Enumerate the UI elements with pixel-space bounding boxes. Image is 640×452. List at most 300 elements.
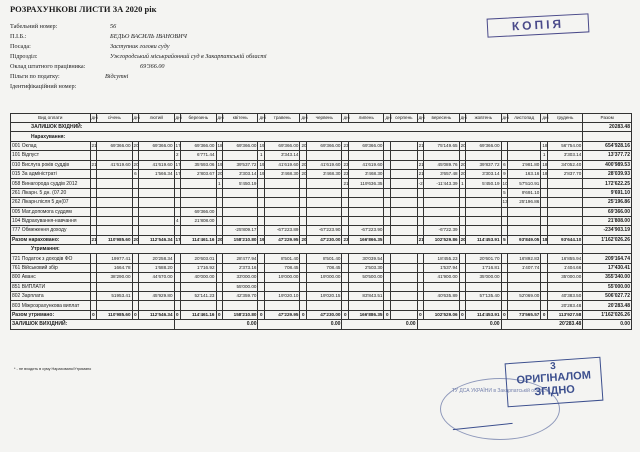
column-header-days: дні [132,114,139,123]
days-cell [342,226,349,235]
accrual-row [11,179,632,188]
amount-cell: 69'366.00 [97,141,132,150]
amount-cell [391,273,418,282]
days-cell [174,282,181,291]
days-cell [384,141,391,150]
amount-cell [181,198,216,207]
amount-cell: 708.45 [265,263,300,272]
row-name: 058 Винагорода суддів 2012 [11,179,91,188]
amount-cell: 3'303.14 [223,169,258,178]
amount-cell [181,301,216,310]
column-header-days: дні [501,114,508,123]
amount-cell [547,282,582,291]
amount-cell [97,151,132,160]
days-cell: 0 [258,310,265,319]
days-cell [258,282,265,291]
days-cell [216,282,223,291]
days-cell [459,254,466,263]
days-cell [90,179,97,188]
days-cell [342,216,349,225]
days-cell [258,301,265,310]
amount-cell: 1'981.80 [508,160,541,169]
column-header-month: травень [265,114,300,123]
days-cell: 0 [417,310,424,319]
days-cell [501,292,508,301]
closing-value: 0.00 [258,320,342,329]
amount-cell [508,226,541,235]
days-cell [417,263,424,272]
days-cell: 21 [90,235,97,244]
days-cell: 0 [541,310,548,319]
amount-cell [139,282,174,291]
amount-cell: 40'383.50 [547,292,582,301]
amount-cell [391,216,418,225]
amount-cell: 83'843.51 [349,292,384,301]
amount-cell: 47'229.95 [265,235,300,244]
days-cell [258,292,265,301]
amount-cell [466,207,501,216]
amount-cell: 69'366.00 [307,141,342,150]
amount-cell [223,188,258,197]
amount-cell: 3'657.48 [424,169,459,178]
days-cell: 21 [417,141,424,150]
field-position: Посада: Заступник голови суду [10,43,170,50]
days-cell [216,263,223,272]
days-cell [300,198,307,207]
days-cell [384,179,391,188]
amount-cell [97,226,132,235]
row-total: 17'430.41 [583,263,632,272]
accruals-section-row [11,132,632,141]
amount-cell: 20'283.48 [547,301,582,310]
days-cell: 0 [342,310,349,319]
days-cell [417,273,424,282]
amount-cell [307,216,342,225]
days-cell [541,188,548,197]
row-total: 1'162'026.26 [583,235,632,244]
days-cell [258,254,265,263]
days-cell [417,282,424,291]
days-cell: 18 [541,141,548,150]
amount-cell: 110'985.60 [97,310,132,319]
amount-cell [139,216,174,225]
amount-cell [424,198,459,207]
original-conformity-stamp: 3 ОРИГІНАЛОМ ЗГІДНО [505,357,604,408]
amount-cell: 18'455.23 [424,254,459,263]
amount-cell: 57'135.40 [466,292,501,301]
days-cell: 19 [258,141,265,150]
row-name: 803 Міжрозрахункова виплат [11,301,91,310]
amount-cell: 19'000.00 [307,273,342,282]
days-cell [132,151,139,160]
days-cell [258,188,265,197]
days-cell [459,273,466,282]
days-cell: 20 [459,141,466,150]
days-cell [216,207,223,216]
days-cell [541,179,548,188]
days-cell [174,188,181,197]
amount-cell [97,188,132,197]
days-cell [342,207,349,216]
days-cell: 18 [541,160,548,169]
payroll-table [10,113,632,330]
amount-cell [139,151,174,160]
days-cell: 19 [258,160,265,169]
days-cell [459,151,466,160]
days-cell: -2 [417,179,424,188]
days-cell: 0 [216,310,223,319]
amount-cell: 3'468.30 [307,169,342,178]
row-name: 262 Лікарн.після 5 дн(07 [11,198,91,207]
amount-cell: 21'808.00 [181,216,216,225]
row-total: 654'928.16 [583,141,632,150]
days-cell [384,292,391,301]
amount-cell: 110'985.60 [97,235,132,244]
days-cell [384,282,391,291]
column-header-month: жовтень [466,114,501,123]
amount-cell: 1'688.20 [139,263,174,272]
row-total: 13'377.72 [583,151,632,160]
amount-cell [223,207,258,216]
row-total: 25'196.86 [583,198,632,207]
column-header-month: березень [181,114,216,123]
amount-cell [139,207,174,216]
amount-cell: 75'149.65 [424,141,459,150]
field-tax-id: Ідентифікаційний номер: [10,83,77,90]
days-cell [132,254,139,263]
days-cell [501,216,508,225]
days-cell [541,198,548,207]
amount-cell: 34'052.40 [547,160,582,169]
amount-cell [349,188,384,197]
days-cell [300,207,307,216]
amount-cell [391,198,418,207]
amount-cell [391,235,418,244]
days-cell [300,226,307,235]
amount-cell: 69'366.00 [181,207,216,216]
days-cell [90,216,97,225]
amount-cell [139,226,174,235]
amount-cell [391,310,418,319]
days-cell: 0 [174,310,181,319]
amount-cell: 1'716.81 [466,263,501,272]
days-cell [300,273,307,282]
amount-cell: 40'000.00 [181,273,216,282]
days-cell [417,292,424,301]
days-cell: 13 [501,198,508,207]
row-name: 001 Оклад [11,141,91,150]
days-cell: 9 [501,169,508,178]
amount-cell [265,216,300,225]
amount-cell [223,198,258,207]
amount-cell [97,216,132,225]
days-cell [417,198,424,207]
amount-cell [97,282,132,291]
amount-cell [391,254,418,263]
days-cell [541,254,548,263]
amount-cell: 41'619.60 [97,160,132,169]
days-cell [342,301,349,310]
amount-cell [391,301,418,310]
days-cell: 17 [174,169,181,178]
amount-cell: 35'000.00 [547,273,582,282]
days-cell [174,254,181,263]
amount-cell: -67'223.90 [307,226,342,235]
amount-cell [181,282,216,291]
days-cell [132,198,139,207]
days-cell [342,273,349,282]
amount-cell [307,179,342,188]
amount-cell: 47'230.00 [307,310,342,319]
amount-cell: 114'461.16 [181,310,216,319]
days-cell [90,292,97,301]
amount-cell [508,151,541,160]
amount-cell: 1'404.66 [547,263,582,272]
days-cell [501,207,508,216]
column-header-days: дні [216,114,223,123]
days-cell [541,207,548,216]
days-cell: 6 [501,160,508,169]
amount-cell [97,169,132,178]
days-cell [342,151,349,160]
days-cell [459,263,466,272]
column-header-month: січень [97,114,132,123]
amount-cell: 41'619.60 [139,160,174,169]
amount-cell [307,188,342,197]
row-name: 851 ВИПЛАТИ [11,282,91,291]
amount-cell: 8'501.40 [265,254,300,263]
column-header-month: вересень [424,114,459,123]
days-cell [342,292,349,301]
days-cell [384,273,391,282]
amount-cell [466,301,501,310]
amount-cell: 41'619.60 [265,160,300,169]
days-cell [459,216,466,225]
accrual-row [11,198,632,207]
amount-cell: 51953.41 [97,292,132,301]
column-header-month: серпень [391,114,418,123]
amount-cell: 158'210.80 [223,310,258,319]
days-cell [541,282,548,291]
amount-cell [424,301,459,310]
amount-cell [391,160,418,169]
column-header-month: лютий [139,114,174,123]
column-header-month: грудень [547,114,582,123]
days-cell [459,226,466,235]
amount-cell: 1664.78 [97,263,132,272]
amount-cell: 2'373.16 [223,263,258,272]
days-cell [342,282,349,291]
days-cell: 20 [300,235,307,244]
days-cell: 5 [501,235,508,244]
row-total: 9'691.10 [583,188,632,197]
amount-cell: 35'000.00 [466,273,501,282]
closing-value: 0.00 [174,320,258,329]
document-title: РОЗРАХУНКОВІ ЛИСТИ ЗА 2020 рік [10,4,157,14]
field-salary: Оклад штатного працівника: 69'366.00 [10,63,165,70]
amount-cell: -25'809.17 [223,226,258,235]
row-total: 209'164.74 [583,254,632,263]
days-cell [90,198,97,207]
amount-cell: 3'303.14 [466,169,501,178]
amount-cell [265,282,300,291]
amount-cell [265,188,300,197]
amount-cell [307,301,342,310]
days-cell [300,282,307,291]
days-cell [417,301,424,310]
days-cell [174,301,181,310]
amount-cell [508,301,541,310]
days-cell: 18 [216,141,223,150]
days-cell [300,254,307,263]
days-cell [417,188,424,197]
row-name: 777 Обмеження доходу [11,226,91,235]
days-cell [342,188,349,197]
opening-balance-row-value: 20283.48 [583,123,632,132]
amount-cell: 5'450.19 [466,179,501,188]
days-cell [258,226,265,235]
footnote: * - не входить в суму Нараховано/Утримано [14,367,92,371]
amount-cell: 20'258.34 [139,254,174,263]
column-header-month: липень [349,114,384,123]
column-header-name: Вид оплати [11,114,91,123]
amount-cell: 52'141.23 [181,292,216,301]
amount-cell [508,273,541,282]
row-name: 005 Мат.допомога суддям [11,207,91,216]
amount-cell [307,282,342,291]
amount-cell: 56'754.00 [547,141,582,150]
amount-cell [391,263,418,272]
amount-cell: 102'529.06 [424,310,459,319]
column-header-days: дні [417,114,424,123]
amount-cell: 45'089.76 [424,160,459,169]
days-cell [459,188,466,197]
days-cell [90,263,97,272]
days-cell [541,273,548,282]
days-cell [132,301,139,310]
days-cell [501,141,508,150]
amount-cell: 2'803.67 [181,169,216,178]
opening-balance-row [11,123,632,132]
row-total: 20'283.48 [583,301,632,310]
field-department: Підрозділ: Ужгородський міськрайонний суд в Закарпатській області [10,53,267,60]
column-header-month: листопад [508,114,541,123]
amount-cell [466,282,501,291]
days-cell [132,292,139,301]
days-cell [417,151,424,160]
days-cell: 20 [132,235,139,244]
days-cell: 2 [174,151,181,160]
amount-cell: 73'565.57 [508,310,541,319]
days-cell [384,263,391,272]
row-name: 802 Зарплата [11,292,91,301]
column-header-days: дні [174,114,181,123]
days-cell: 18 [541,235,548,244]
row-name: Разом нараховано: [11,235,91,244]
amount-cell [391,282,418,291]
amount-cell: 19'000.00 [265,273,300,282]
amount-cell [307,198,342,207]
days-cell: 19 [216,160,223,169]
days-cell [501,282,508,291]
amount-cell: 44'670.00 [139,273,174,282]
amount-cell [547,226,582,235]
amount-cell: 35'693.06 [181,160,216,169]
amount-cell [223,216,258,225]
days-cell [258,207,265,216]
amount-cell: -67'223.89 [265,226,300,235]
days-cell [174,273,181,282]
days-cell [90,226,97,235]
days-cell: 17 [174,141,181,150]
amount-cell: 112'546.34 [139,310,174,319]
amount-cell [391,151,418,160]
amount-cell [547,179,582,188]
days-cell [90,207,97,216]
days-cell [258,263,265,272]
accrual-row [11,216,632,225]
amount-cell: 39'537.72 [223,160,258,169]
copy-stamp: КОПІЯ [487,13,590,37]
days-cell [300,301,307,310]
days-cell: 23 [342,141,349,150]
amount-cell: -6'722.39 [424,226,459,235]
days-cell [501,254,508,263]
amount-cell [391,188,418,197]
days-cell [501,301,508,310]
days-cell: 19 [258,169,265,178]
days-cell: 0 [384,310,391,319]
amount-cell: 20'603.01 [181,254,216,263]
deductions-total-row [11,310,632,319]
opening-balance-row-label: ЗАЛИШОК ВХІДНИЙ: [11,123,583,132]
days-cell [132,188,139,197]
days-cell: 20 [132,141,139,150]
days-cell [384,151,391,160]
amount-cell: -11'443.39 [424,179,459,188]
days-cell [459,207,466,216]
amount-cell [424,207,459,216]
days-cell [300,188,307,197]
row-name: 104 Відрахування-навчання [11,216,91,225]
days-cell: 23 [342,235,349,244]
days-cell [90,188,97,197]
days-cell [459,282,466,291]
amount-cell [265,301,300,310]
days-cell: 21 [417,169,424,178]
days-cell [384,226,391,235]
days-cell: 19 [258,235,265,244]
row-total: -234'903.19 [583,226,632,235]
amount-cell: 19'020.15 [307,292,342,301]
amount-cell [97,301,132,310]
amount-cell [424,151,459,160]
days-cell [384,198,391,207]
days-cell [216,301,223,310]
days-cell [417,216,424,225]
amount-cell: 57'510.91 [508,179,541,188]
days-cell [541,226,548,235]
amount-cell: 47'229.95 [265,310,300,319]
days-cell [258,273,265,282]
row-name: 015 За адміністраті [11,169,91,178]
amount-cell [508,207,541,216]
row-name: 010 Вислуга років суддів [11,160,91,169]
days-cell [342,263,349,272]
days-cell: 21 [417,235,424,244]
days-cell [384,254,391,263]
days-cell [541,263,548,272]
